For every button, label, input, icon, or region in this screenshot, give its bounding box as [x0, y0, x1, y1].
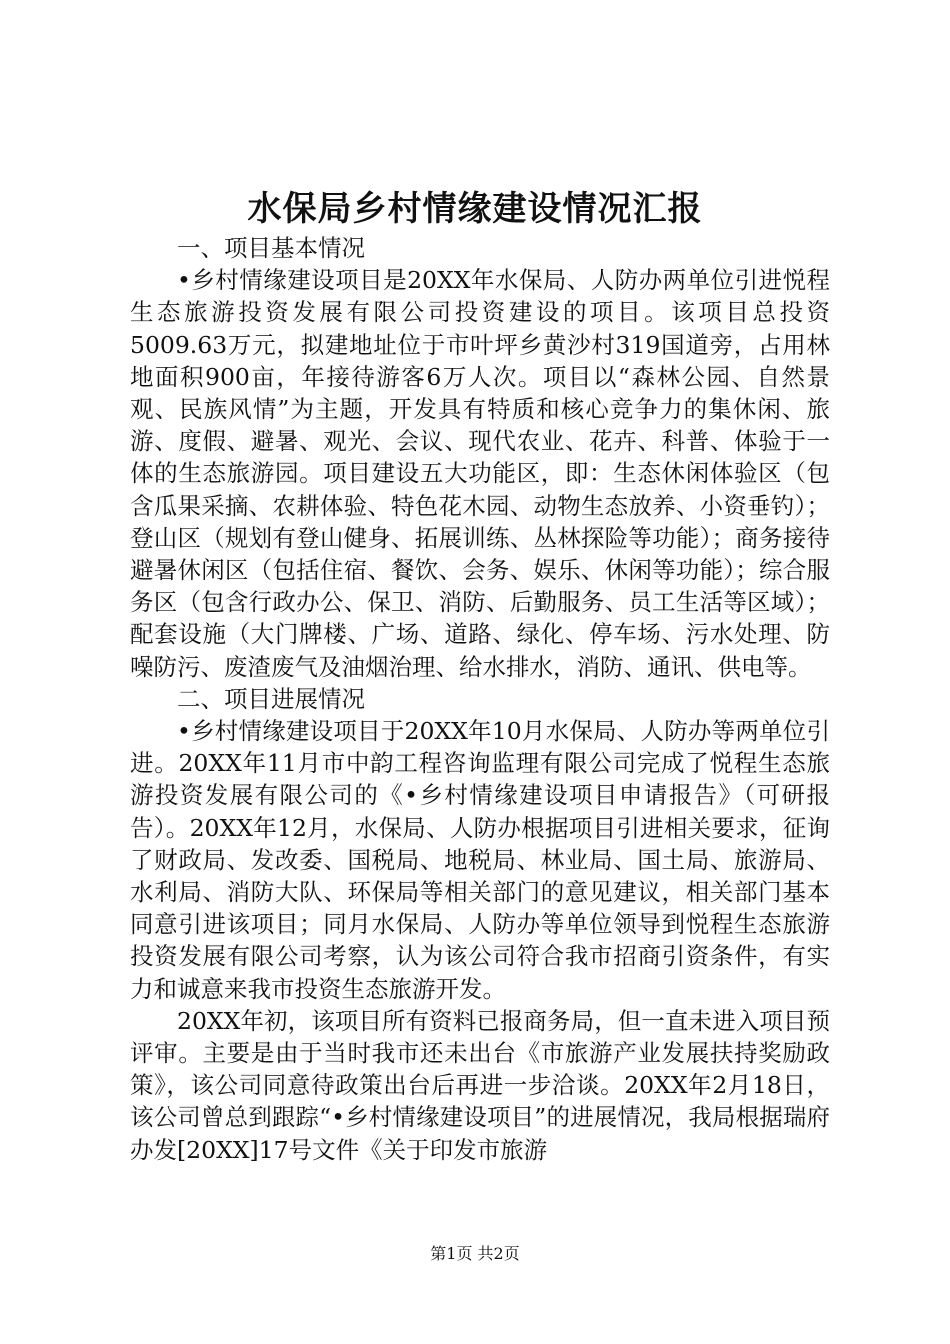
paragraph-progress-2: 20XX年初，该项目所有资料已报商务局，但一直未进入项目预评审。主要是由于当时我市还未出台《市旅游产业发展扶持奖励政策》，该公司同意待政策出台后再进一步洽谈。20XX年2月18日，该公司曾总到跟踪“•乡村情缘建设项目”的进展情况，我局根据瑞府办发[20XX]17号文件《关于印发市旅游 [130, 1006, 830, 1164]
section-heading-progress: 二、项目进展情况 [177, 684, 365, 713]
page-title: 水保局乡村情缘建设情况汇报 [247, 189, 703, 229]
document-body [130, 232, 830, 1166]
paragraph-progress-1: •乡村情缘建设项目于20XX年10月水保局、人防办等两单位引进。20XX年11月市中韵工程咨询监理有限公司完成了悦程生态旅游投资发展有限公司的《•乡村情缘建设项目申请报告》（可研报告）。20XX年12月，水保局、人防办根据项目引进相关要求，征询了财政局、发改委、国税局、地税局、林业局、国土局、旅游局、水利局、消防大队、环保局等相关部门的意见建议，相关部门基本同意引进该项目；同月水保局、人防办等单位领导到悦程生态旅游投资发展有限公司考察，认为该公司符合我市招商引资条件，有实力和诚意来我市投资生态旅游开发。 [130, 717, 830, 1003]
paragraph-basic-info: •乡村情缘建设项目是20XX年水保局、人防办两单位引进悦程生态旅游投资发展有限公司投资建设的项目。该项目总投资5009.63万元，拟建地址位于市叶坪乡黄沙村319国道旁，占用林地面积900亩，年接待游客6万人次。项目以“森林公园、自然景观、民族风情”为主题，开发具有特质和核心竞争力的集休闲、旅游、度假、避暑、观光、会议、现代农业、花卉、科普、体验于一体的生态旅游园。项目建设五大功能区，即：生态休闲体验区（包含瓜果采摘、农耕体验、特色花木园、动物生态放养、小资垂钓）；登山区（规划有登山健身、拓展训练、丛林探险等功能）；商务接待避暑休闲区（包括住宿、餐饮、会务、娱乐、休闲等功能）；综合服务区（包含行政办公、保卫、消防、后勤服务、员工生活等区域）；配套设施（大门牌楼、广场、道路、绿化、停车场、污水处理、防噪防污、废渣废气及油烟治理、给水排水，消防、通讯、供电等。 [130, 266, 830, 681]
page-number-footer: 第1页 共2页 [430, 1244, 520, 1263]
section-heading-basic-info: 一、项目基本情况 [177, 234, 365, 262]
